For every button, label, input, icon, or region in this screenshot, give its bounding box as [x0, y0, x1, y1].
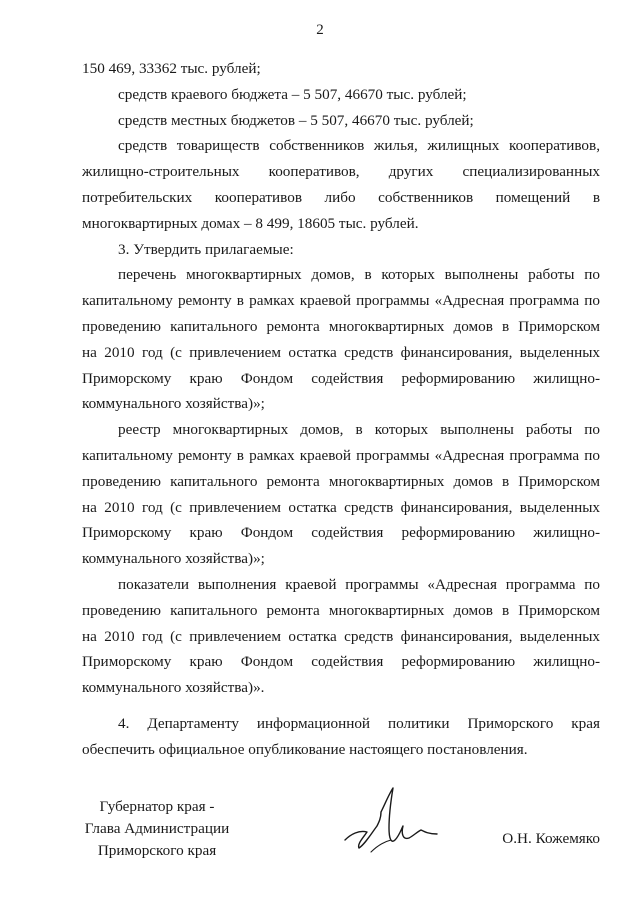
text-line: 150 469, 33362 тыс. рублей; [82, 60, 261, 77]
text-line: Приморскому краю Фондом содействия реформированию жилищно- [82, 653, 600, 671]
text-line: 3. Утвердить прилагаемые: [118, 240, 294, 258]
text-line: проведению капитального ремонта многоквартирных домов в Приморском [82, 601, 600, 619]
signatory-title-line: Губернатор края - [99, 798, 215, 815]
document-body [82, 56, 600, 763]
signature-block [82, 796, 600, 876]
text-line: перечень многоквартирных домов, в которых выполнены работы по [118, 266, 600, 284]
text-line: потребительских кооперативов либо собственников помещений в [82, 188, 600, 206]
text-line: коммунального хозяйства)»; [82, 550, 265, 568]
signatory-title [82, 796, 232, 862]
signatory-title-line: Глава Администрации [84, 820, 230, 837]
text-line: средств местных бюджетов – 5 507, 46670 тыс. рублей; [118, 111, 474, 129]
text-line: на 2010 год (с привлечением остатка средств финансирования, выделенных [82, 343, 600, 361]
text-line: реестр многоквартирных домов, в которых выполнены работы по [118, 421, 600, 439]
text-line: обеспечить официальное опубликование настоящего постановления. [82, 740, 528, 758]
text-line: коммунального хозяйства)». [82, 679, 265, 697]
text-line: Приморскому краю Фондом содействия реформированию жилищно- [82, 524, 600, 542]
signatory-title-line: Приморского края [97, 842, 217, 859]
text-line: на 2010 год (с привлечением остатка средств финансирования, выделенных [82, 498, 600, 516]
text-line: средств краевого бюджета – 5 507, 46670 тыс. рублей; [118, 85, 467, 103]
text-line: средств товариществ собственников жилья, жилищных кооперативов, [118, 137, 600, 155]
text-line: на 2010 год (с привлечением остатка средств финансирования, выделенных [82, 627, 600, 645]
text-line: Приморскому краю Фондом содействия реформированию жилищно- [82, 369, 600, 387]
text-line: капитальному ремонту в рамках краевой программы «Адресная программа по [82, 292, 600, 310]
text-line: жилищно-строительных кооперативов, других специализированных [82, 163, 600, 181]
text-line: коммунального хозяйства)»; [82, 395, 265, 413]
text-line: капитальному ремонту в рамках краевой программы «Адресная программа по [82, 446, 600, 464]
text-line: проведению капитального ремонта многоквартирных домов в Приморском [82, 317, 600, 335]
handwritten-signature [337, 782, 447, 872]
text-line: проведению капитального ремонта многоквартирных домов в Приморском [82, 472, 600, 490]
signatory-name: О.Н. Кожемяко [502, 830, 600, 847]
text-line: 4. Департаменту информационной политики Приморского края [118, 714, 600, 732]
page-number: 2 [316, 22, 324, 38]
text-line: многоквартирных домах – 8 499, 18605 тыс. рублей. [82, 214, 419, 232]
text-line: показатели выполнения краевой программы «Адресная программа по [118, 575, 600, 593]
